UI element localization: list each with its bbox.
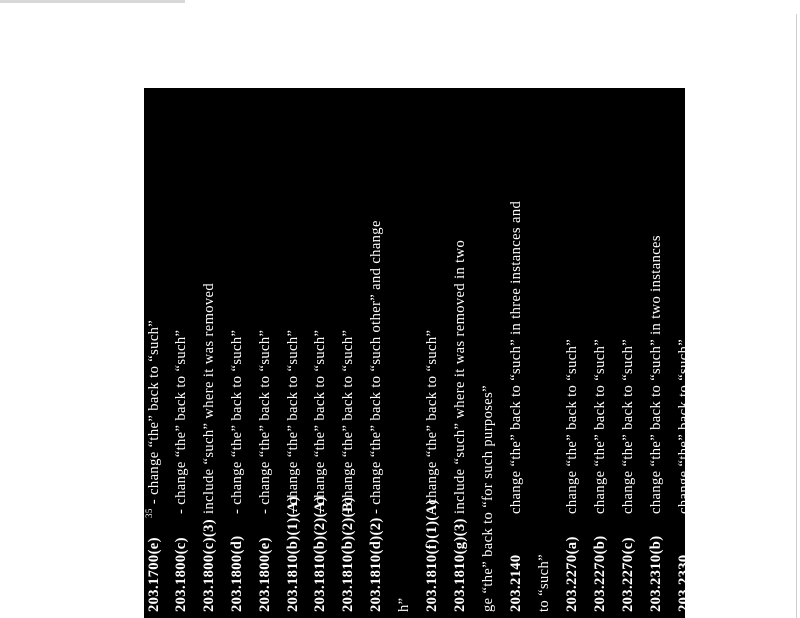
entry-code: 203.1800(d) bbox=[229, 535, 245, 612]
entry-code: 203.2270(c) bbox=[620, 537, 636, 612]
entry-line bbox=[366, 220, 386, 612]
continuation-line bbox=[478, 385, 498, 612]
scan-artifact bbox=[0, 0, 185, 3]
entry-code: 203.1810(b)(2)(A) bbox=[312, 496, 328, 612]
entry-line bbox=[618, 339, 638, 612]
entry-line bbox=[422, 330, 442, 612]
entry-code: 203.1800(c) bbox=[173, 537, 189, 612]
entry-text: - change “the” back to “such” bbox=[173, 329, 189, 514]
entry-line bbox=[562, 339, 582, 612]
entry-line bbox=[255, 330, 275, 612]
rotated-document-text bbox=[144, 78, 692, 618]
entry-code: 203.1810(b)(2)(B) bbox=[340, 496, 356, 612]
entry-line bbox=[338, 330, 358, 612]
entry-text: - change “the” back to “such” bbox=[340, 329, 356, 514]
entry-text: - change “the” back to “such” bbox=[285, 329, 301, 514]
entry-text: change “the” back to “such” in three instances and bbox=[508, 200, 524, 514]
entry-text: - change “the” back to “such” bbox=[146, 319, 162, 505]
entry-line bbox=[144, 320, 164, 612]
entry-text: to “such” bbox=[536, 554, 552, 612]
entry-text: ge “the” back to “for such purposes” bbox=[480, 385, 496, 612]
entry-text: - change “the” back to “such other” and change bbox=[368, 220, 384, 514]
entry-line bbox=[310, 330, 330, 612]
entry-code: 203.2270(b) bbox=[592, 535, 608, 612]
entry-text: h” bbox=[396, 597, 412, 612]
entry-text: change “the” back to “such” bbox=[620, 338, 636, 514]
entry-line bbox=[506, 201, 526, 612]
entry-code: 203.2270(a) bbox=[564, 536, 580, 612]
entry-code: 203.1810(b)(1)(A) bbox=[285, 496, 301, 612]
entry-code: 203.1700(e) bbox=[146, 537, 162, 612]
entry-line bbox=[646, 235, 666, 612]
continuation-line bbox=[534, 554, 554, 612]
entry-line bbox=[590, 339, 610, 612]
continuation-line bbox=[394, 598, 414, 613]
scan-edge-line bbox=[796, 14, 797, 618]
entry-line bbox=[450, 240, 470, 612]
entry-code: 203.1800(c)(3) bbox=[201, 519, 217, 612]
entry-line bbox=[171, 330, 191, 612]
entry-line bbox=[283, 330, 303, 612]
entry-code: 203.1810(f)(1)(A) bbox=[424, 499, 440, 612]
entry-code: 203.2310(b) bbox=[648, 535, 664, 612]
entry-text: - change “the” back to “such” bbox=[257, 329, 273, 514]
entry-code: 203.1810(g)(3) bbox=[452, 518, 468, 612]
entry-code: 203.2140 bbox=[508, 554, 524, 612]
entry-text: change “the” back to “such” bbox=[564, 338, 580, 514]
entry-line bbox=[227, 330, 247, 612]
inverted-scan-block bbox=[144, 88, 692, 618]
entry-text: change “the” back to “such” in two instances bbox=[648, 235, 664, 514]
entry-line bbox=[199, 283, 219, 612]
entry-text: - change “the” back to “such” bbox=[312, 329, 328, 514]
entry-text: include “such” where it was removed in two bbox=[452, 239, 468, 514]
entry-text: change “the” back to “such” bbox=[676, 338, 692, 514]
entry-text: include “such” where it was removed bbox=[201, 282, 217, 514]
entry-text: - change “the” back to “such” bbox=[229, 329, 245, 514]
entry-text: - change “the” back to “such” bbox=[424, 329, 440, 514]
footnote-marker: 35 bbox=[144, 508, 155, 518]
entry-code: 203.1800(e) bbox=[257, 537, 273, 612]
entry-line bbox=[674, 339, 694, 612]
entry-code: 203.2330 bbox=[676, 554, 692, 612]
entry-text: change “the” back to “such” bbox=[592, 338, 608, 514]
entry-code: 203.1810(d)(2) bbox=[368, 517, 384, 612]
